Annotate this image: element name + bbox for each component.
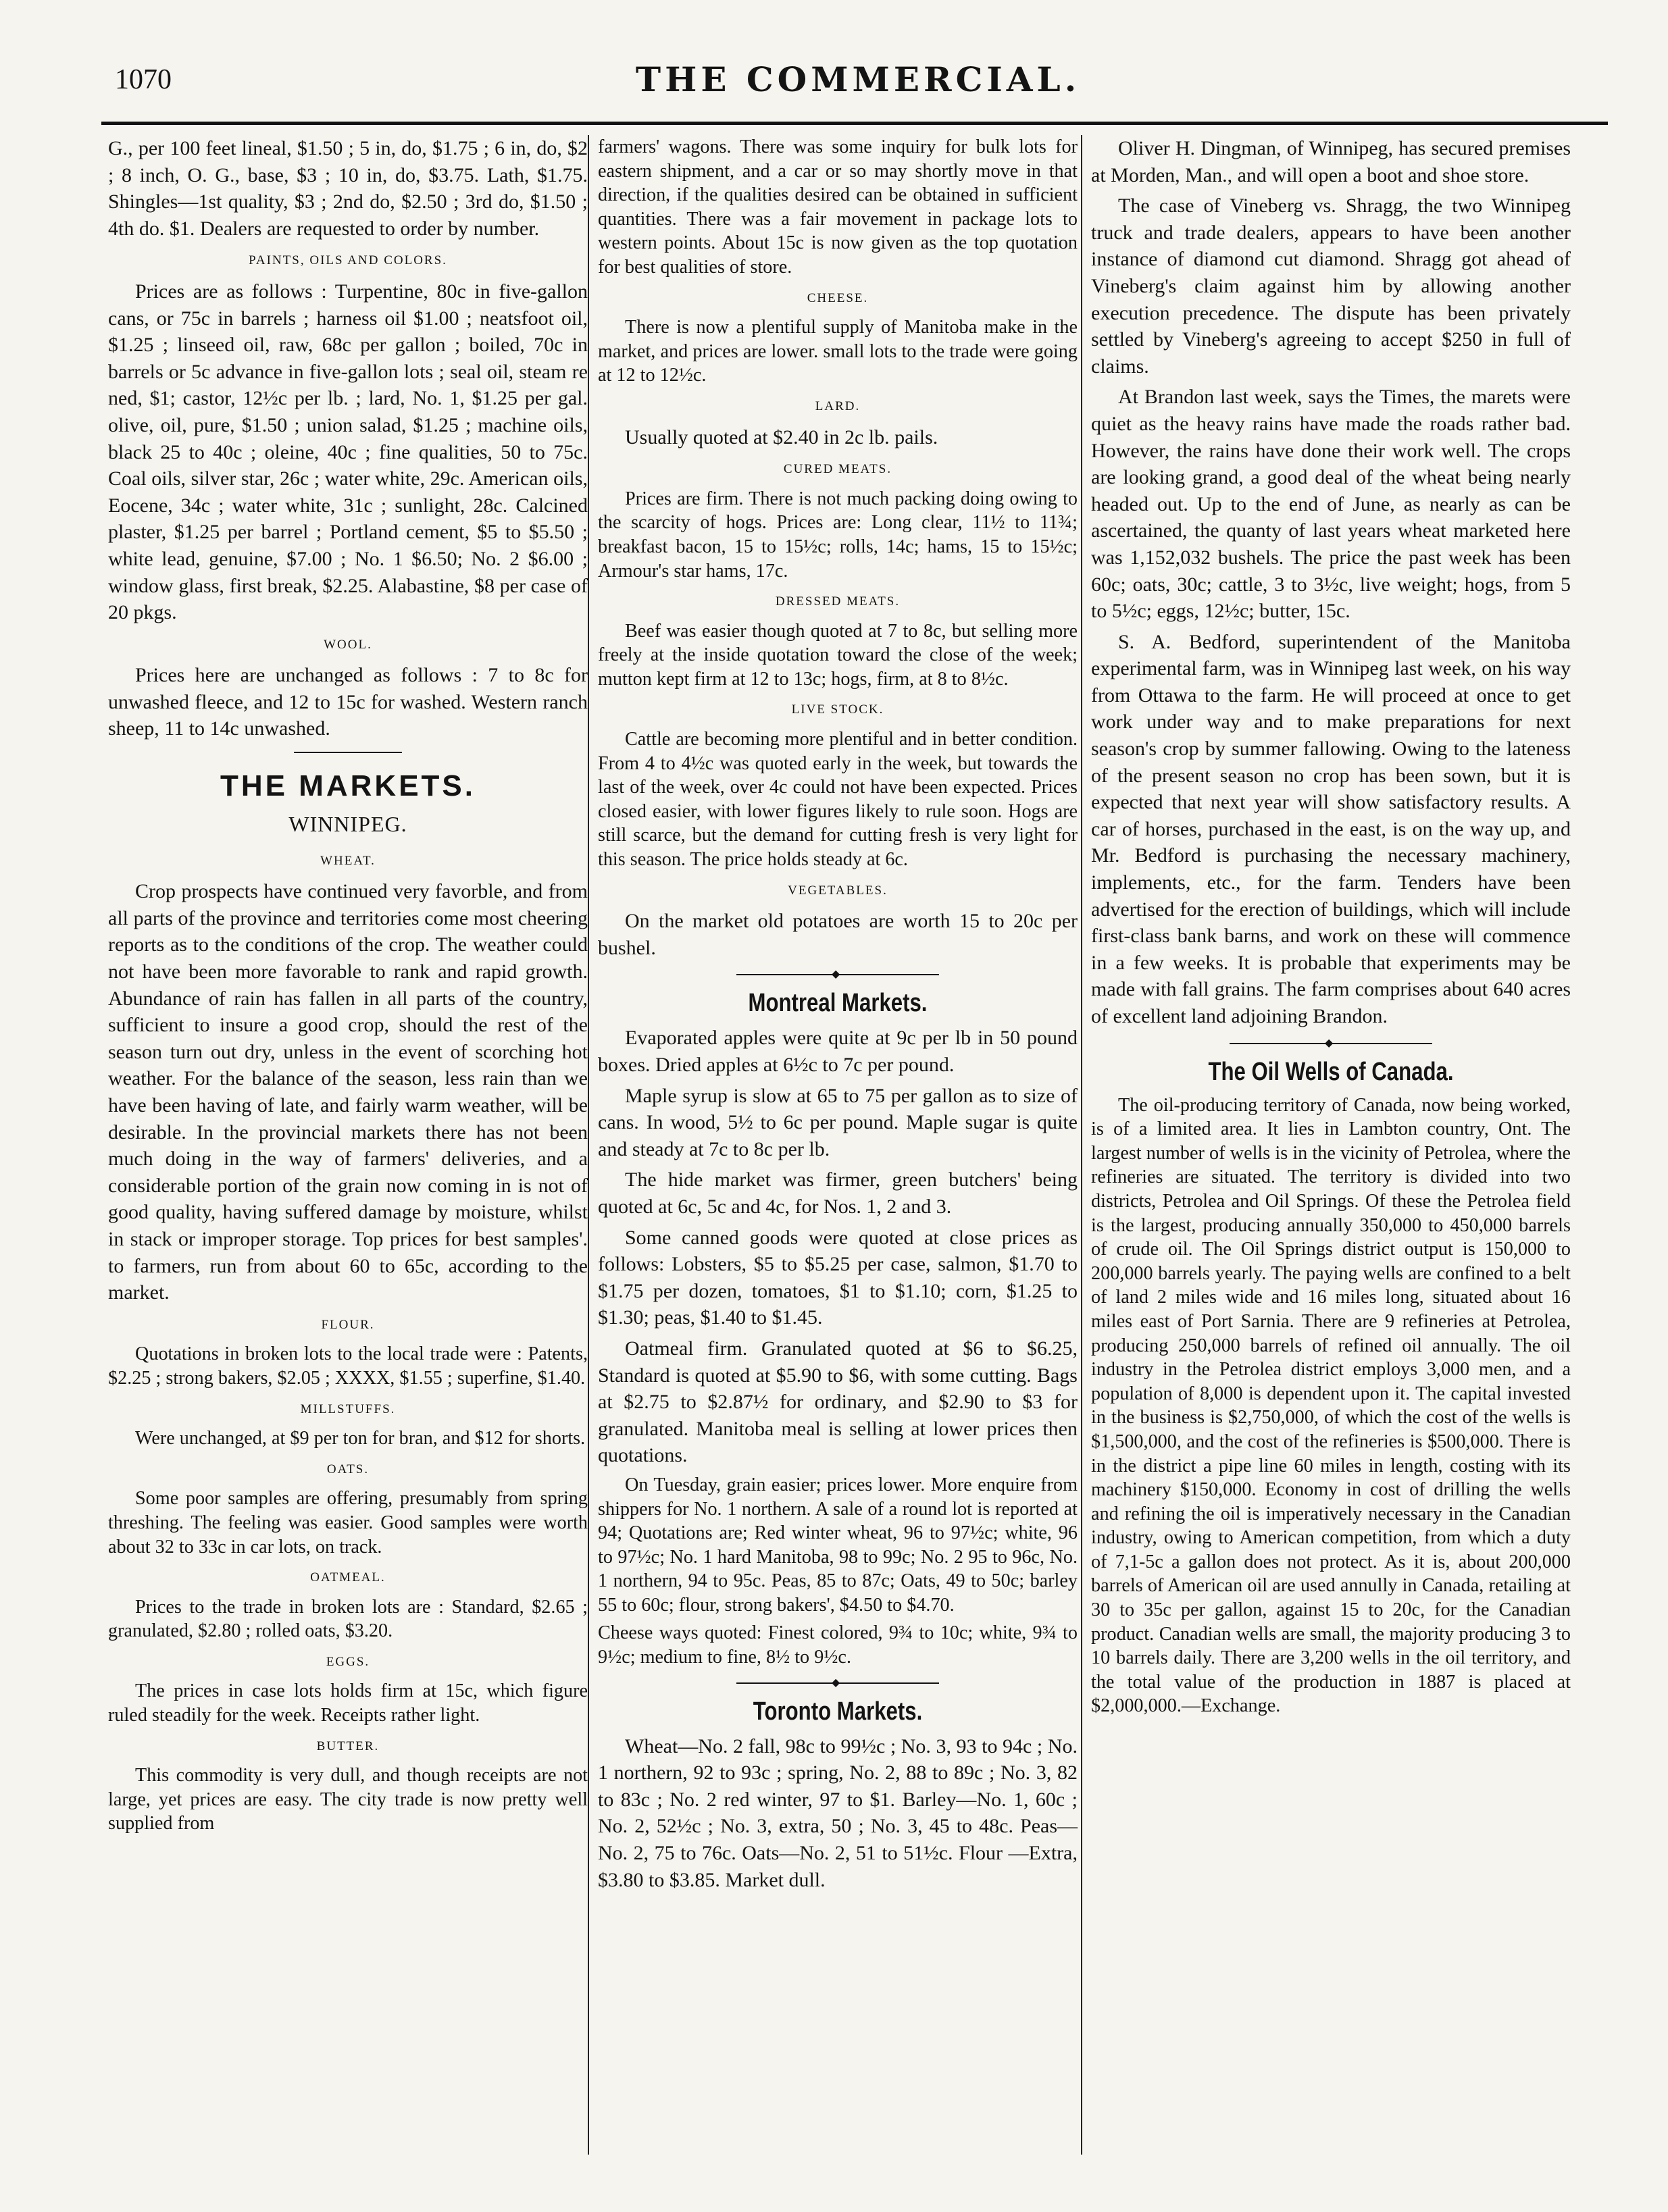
- paragraph: Oliver H. Dingman, of Winnipeg, has secured premises at Morden, Man., and will open a boot and shoe store.: [1091, 137, 1571, 186]
- paragraph: Quotations in broken lots to the local trade were : Patents, $2.25 ; strong bakers, $2.05 ; XXXX, $1.55 ; superfine, $1.40.: [108, 1343, 588, 1389]
- paragraph: Beef was easier though quoted at 7 to 8c, but selling more freely at the inside quotation toward the close of the week; mutton kept firm at 12 to 13c; hogs, firm, at 8 to 8½c.: [598, 620, 1078, 690]
- paragraph: The oil-producing territory of Canada, now being worked, is of a limited area. It lies in Lambton country, Ont. The largest number of wells is in the vicinity of Petrolea, where the refineries are situated. The territory is divided into two districts, Petrolea and Oil Springs. Of these the Petrolea field is the largest, producing annually 350,000 to 450,000 barrels of crude oil. The Oil Springs district output is 150,000 to 200,000 barrels yearly. The paying wells are confined to a belt of land 2 miles wide and 16 miles long, situated about 16 miles east of Port Sarnia. There are 9 refineries at Petrolea, producing 250,000 barrels of refined oil annually. The oil industry in the Petrolea district employs 3,000 men, and a population of 8,000 is dependent upon it. The capital invested in the business is $2,750,000, of which the cost of the wells is $1,500,000, and the cost of the refineries is $500,000. There is in the district a pipe line 60 miles in length, costing with its machinery $150,000. Economy in cost of drilling the wells and refining the oil is imperatively necessary in the Canadian industry, owing to American competition, from which a duty of 7,1-5c a gallon does not protect. As it is, about 200,000 barrels of American oil are used annully in Canada, retailing at 30 to 35c per gallon, against 15 to 20c, for the Canadian product. Canadian wells are small, the majority producing 3 to 10 barrels daily. There are 3,200 wells in the oil territory, and the total value of the production in 1887 is placed at $2,000,000.—Exchange.: [1091, 1094, 1571, 1717]
- montreal-heading: Montreal Markets.: [748, 989, 928, 1018]
- paragraph: Wheat—No. 2 fall, 98c to 99½c ; No. 3, 93 to 94c ; No. 1 northern, 92 to 93c ; spring, No. 2, 88 to 89c ; No. 3, 82 to 83c ; No. 2 red winter, 97 to $1. Barley—No. 1, 60c ; No. 2, 52½c ; No. 3, extra, 50 ; No. 3, 45 to 48c. Peas—No. 2, 75 to 76c. Oats—No. 2, 51 to 51½c. Flour —Extra, $3.80 to $3.85. Market dull.: [598, 1734, 1078, 1891]
- paragraph: Prices to the trade in broken lots are : Standard, $2.65 ; granulated, $2.80 ; rolled oats, $3.20.: [108, 1596, 588, 1642]
- section-heading: LIVE STOCK.: [791, 702, 884, 717]
- section-heading: PAINTS, OILS AND COLORS.: [249, 253, 447, 268]
- masthead: [101, 59, 1615, 113]
- paragraph: Maple syrup is slow at 65 to 75 per gallon as to size of cans. In wood, 5½ to 6c per pound. Maple sugar is quite and steady at 7c to 8c per lb.: [598, 1084, 1078, 1160]
- section-heading: WHEAT.: [320, 853, 376, 868]
- ornament-divider: ◆: [736, 967, 939, 983]
- oil-wells-heading: The Oil Wells of Canada.: [1208, 1057, 1454, 1086]
- paragraph: On Tuesday, grain easier; prices lower. More enquire from shippers for No. 1 northern. A sale of a round lot is reported at 94; Quotations are; Red winter wheat, 96 to 97½c; white, 96 to 97½c; No. 1 hard Manitoba, 98 to 99c; No. 2 95 to 96c, No. 1 northern, 94 to 95c. Peas, 85 to 87c; Oats, 49 to 50c; barley 55 to 60c; flour, strong bakers', $4.50 to $4.70.: [598, 1474, 1078, 1616]
- section-heading: EGGS.: [326, 1654, 370, 1669]
- header-rule: [101, 122, 1608, 125]
- paragraph: Cheese ways quoted: Finest colored, 9¾ to 10c; white, 9¾ to 9½c; medium to fine, 8½ to 9½c.: [598, 1622, 1078, 1668]
- paragraph: Crop prospects have continued very favorble, and from all parts of the province and territories come most cheering reports as to the conditions of the crop. The weather could not have been more favorable to rank and rapid growth. Abundance of rain has fallen in all parts of the country, sufficient to insure a good crop, should the rest of the season turn out dry, unless in the event of scorching hot weather. For the balance of the season, less rain than we have been having of late, and fairly warm weather, will be desirable. In the provincial markets there has not been much doing in the way of farmers' deliveries, and a considerable portion of the grain now coming in is not of good quality, having suffered damage by moisture, whilst in stack or improper storage. Top prices for best samples'. to farmers, run from about 60 to 65c, according to the market.: [108, 880, 588, 1304]
- paragraph: farmers' wagons. There was some inquiry for bulk lots for eastern shipment, and a car or so may shortly move in that direction, if the qualities desired can be obtained in sufficient quantities. There was a fair movement in package lots to western points. About 15c is now given as the top quotation for best qualities of store.: [598, 136, 1078, 278]
- toronto-heading: Toronto Markets.: [753, 1697, 923, 1726]
- section-heading: CURED MEATS.: [783, 462, 892, 477]
- paragraph: Oatmeal firm. Granulated quoted at $6 to $6.25, Standard is quoted at $5.90 to $6, with some cutting. Bags at $2.75 to $2.87½ for ordinary, and $2.90 to $3 for granulated. Manitoba meal is selling at lower prices then quotations.: [598, 1337, 1078, 1467]
- paragraph: Prices are as follows : Turpentine, 80c in five-gallon cans, or 75c in barrels ; harness oil $1.00 ; neatsfoot oil, $1.25 ; linseed oil, raw, 68c per gallon ; boiled, 70c in barrels or 5c advance in five-gallon lots ; seal oil, steam re ned, $1; castor, 12½c per lb. ; lard, No. 1, $1.25 per gal. olive, oil, pure, $1.50 ; union salad, $1.25 ; machine oils, black 25 to 40c ; oleine, 40c ; fine qualities, 50 to 75c. Coal oils, silver star, 26c ; water white, 29c. American oils, Eocene, 34c ; water white, 31c ; sunlight, 28c. Calcined plaster, $1.25 per barrel ; Portland cement, $5 to $5.50 ; white lead, genuine, $7.00 ; No. 1 $6.50; No. 2 $6.00 ; window glass, first break, $2.25. Alabastine, $8 per case of 20 pkgs.: [108, 280, 588, 624]
- section-heading: OATS.: [326, 1462, 370, 1476]
- paragraph: G., per 100 feet lineal, $1.50 ; 5 in, do, $1.75 ; 6 in, do, $2 ; 8 inch, O. G., base, $3 ; 10 in, do, $3.75. Lath, $1.75. Shingles—1st quality, $3 ; 2nd do, $2.50 ; 3rd do, $1.50 ; 4th do. $1. Dealers are requested to order by number.: [108, 137, 588, 240]
- paragraph: Prices are firm. There is not much packing doing owing to the scarcity of hogs. Prices are: Long clear, 11½ to 11¾; breakfast bacon, 15 to 15½c; rolls, 14c; hams, 15 to 15½c; Armour's star hams, 17c.: [598, 488, 1078, 582]
- paragraph: On the market old potatoes are worth 15 to 20c per bushel.: [598, 910, 1078, 959]
- paragraph: The hide market was firmer, green butchers' being quoted at 6c, 5c and 4c, for Nos. 1, 2 and 3.: [598, 1168, 1078, 1218]
- section-heading: LARD.: [815, 398, 861, 413]
- column-3: [1091, 135, 1571, 1722]
- publication-title: THE COMMERCIAL.: [635, 59, 1081, 99]
- markets-heading: THE MARKETS.: [220, 769, 476, 803]
- section-heading: WOOL.: [324, 637, 372, 652]
- paragraph: At Brandon last week, says the Times, the marets were quiet as the heavy rains have made the roads rather bad. However, the rains have done their work well. The crops are looking grand, a good deal of the wheat being nearly headed out. Up to the end of June, as nearly as can be ascertained, the quanty of last years wheat marketed here was 1,152,032 bushels. The price the past week has been 60c; oats, 30c; cattle, 3 to 3½c, live weight; hogs, from 5 to 5½c; eggs, 12½c; butter, 15c.: [1091, 386, 1571, 623]
- paragraph: Prices here are unchanged as follows : 7 to 8c for unwashed fleece, and 12 to 15c for washed. Western ranch sheep, 11 to 14c unwashed.: [108, 664, 588, 740]
- city-heading: WINNIPEG.: [288, 812, 407, 837]
- ornament-divider: ◆: [736, 1675, 939, 1691]
- column-divider: [588, 135, 589, 2155]
- paragraph: The case of Vineberg vs. Shragg, the two Winnipeg truck and trade dealers, appears to have been another instance of diamond cut diamond. Shragg got ahead of Vineberg's claim against him by allowing another execution precedence. The dispute has been privately settled by Vineberg's agreeing to accept $250 in full of claims.: [1091, 195, 1571, 378]
- section-heading: DRESSED MEATS.: [775, 594, 901, 609]
- section-heading: BUTTER.: [316, 1739, 380, 1753]
- paragraph: Usually quoted at $2.40 in 2c lb. pails.: [625, 426, 938, 448]
- column-2: [598, 135, 1078, 1897]
- section-heading: OATMEAL.: [310, 1570, 386, 1585]
- paragraph: There is now a plentiful supply of Manitoba make in the market, and prices are lower. small lots to the trade were going at 12 to 12½c.: [598, 317, 1078, 386]
- section-heading: FLOUR.: [321, 1317, 375, 1332]
- paragraph: Some canned goods were quoted at close prices as follows: Lobsters, $5 to $5.25 per case, salmon, $1.70 to $1.75 per dozen, tomatoes, $1 to $1.10; corn, $1.25 to $1.30; peas, $1.40 to $1.45.: [598, 1226, 1078, 1329]
- column-divider: [1081, 135, 1082, 2155]
- column-1: [108, 135, 588, 1840]
- paragraph: The prices in case lots holds firm at 15c, which figure ruled steadily for the week. Receipts rather light.: [108, 1680, 588, 1726]
- paragraph: Were unchanged, at $9 per ton for bran, and $12 for shorts.: [135, 1428, 586, 1449]
- paragraph: Cattle are becoming more plentiful and in better condition. From 4 to 4½c was quoted early in the week, but towards the last of the week, over 4c could not have been expected. Prices closed easier, with lower figures likely to rule soon. Hogs are still scarce, but the demand for cutting fresh is very light for this season. The price holds steady at 6c.: [598, 729, 1078, 871]
- paragraph: Evaporated apples were quite at 9c per lb in 50 pound boxes. Dried apples at 6½c to 7c per pound.: [598, 1027, 1078, 1076]
- page-number: 1070: [115, 64, 172, 95]
- paragraph: This commodity is very dull, and though receipts are not large, yet prices are easy. The city trade is now pretty well supplied from: [108, 1765, 588, 1834]
- divider: [294, 752, 402, 753]
- paragraph: S. A. Bedford, superintendent of the Manitoba experimental farm, was in Winnipeg last week, on his way from Ottawa to the farm. He will proceed at once to get work under way and to make preparations for next season's crop by summer fallowing. Owing to the lateness of the present season no crop has been sown, but it is expected that next year will show satisfactory results. A car of horses, purchased in the east, is on the way up, and Mr. Bedford is purchasing the necessary machinery, implements, etc., for the farm. Tenders have been advertised for the erection of buildings, which will include first-class bank barns, and work on these will commence in a few weeks. It is probable that experiments may be made with fall grains. The farm comprises about 640 acres of excellent land adjoining Brandon.: [1091, 630, 1571, 1027]
- section-heading: VEGETABLES.: [788, 883, 888, 898]
- paragraph: Some poor samples are offering, presumably from spring threshing. The feeling was easier. Good samples were worth about 32 to 33c in car lots, on track.: [108, 1488, 588, 1558]
- section-heading: MILLSTUFFS.: [300, 1401, 396, 1416]
- section-heading: CHEESE.: [807, 290, 869, 305]
- ornament-divider: ◆: [1230, 1035, 1432, 1052]
